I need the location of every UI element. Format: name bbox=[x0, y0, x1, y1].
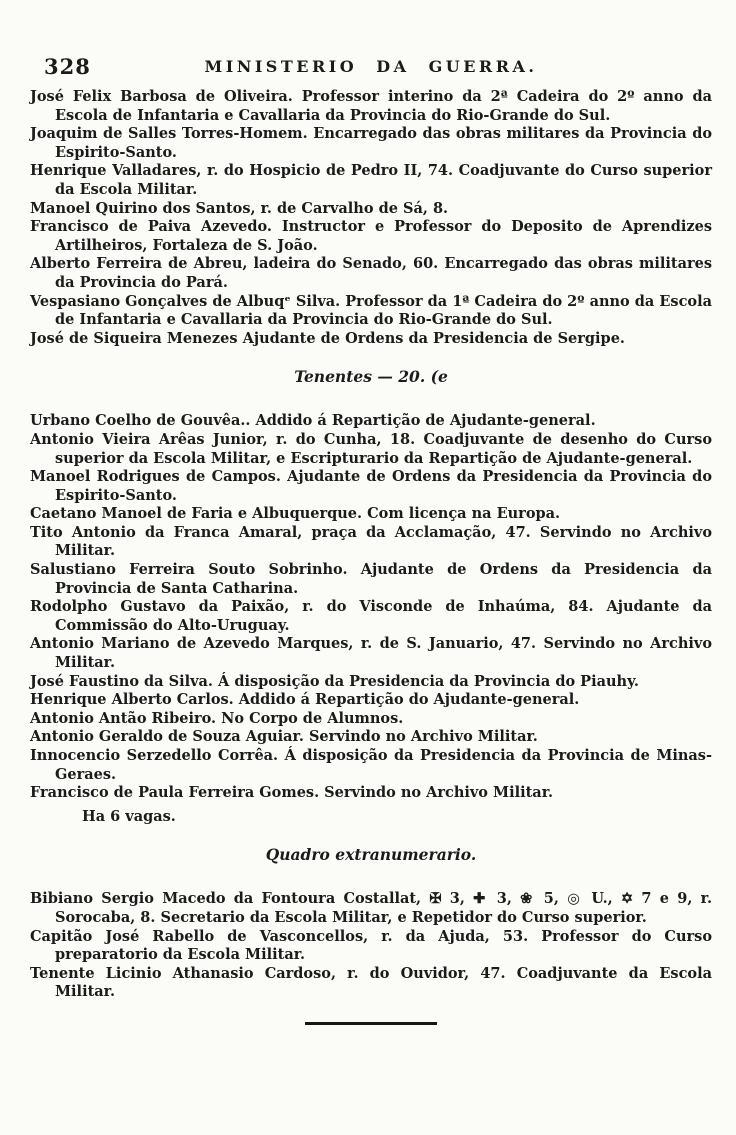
section-heading: Quadro extranumerario. bbox=[265, 845, 477, 865]
roster-entry: Caetano Manoel de Faria e Albuquerque. Com licença na Europa. bbox=[30, 505, 561, 523]
roster-entry: Rodolpho Gustavo da Paixão, r. do Visconde de Inhaúma, 84. Ajudante da Commissão do Alto-Uruguay. bbox=[30, 598, 712, 634]
roster-entry: José de Siqueira Menezes Ajudante de Ordens da Presidencia de Sergipe. bbox=[30, 329, 625, 347]
entries-section bbox=[30, 845, 712, 1002]
roster-entry: Henrique Valladares, r. do Hospicio de Pedro II, 74. Coadjuvante do Curso superior da Escola Militar. bbox=[30, 162, 712, 198]
roster-entry: José Felix Barbosa de Oliveira. Professor interino da 2ª Cadeira do 2º anno da Escola de Infantaria e Cavallaria da Provincia do Rio-Grande do Sul. bbox=[30, 88, 712, 124]
page-header bbox=[30, 54, 712, 82]
page-number: 328 bbox=[44, 54, 91, 79]
roster-entry: Francisco de Paula Ferreira Gomes. Servindo no Archivo Militar. bbox=[30, 784, 554, 802]
roster-entry: Antonio Mariano de Azevedo Marques, r. de S. Januario, 47. Servindo no Archivo Militar. bbox=[30, 635, 712, 672]
roster-entry: Francisco de Paiva Azevedo. Instructor e Professor do Deposito de Aprendizes Artilheiros, Fortaleza de S. João. bbox=[30, 218, 712, 254]
roster-entry: Vespasiano Gonçalves de Albuqᵉ Silva. Professor da 1ª Cadeira do 2º anno da Escola de Infantaria e Cavallaria da Provincia do Rio-Grande do Sul. bbox=[30, 292, 712, 329]
roster-entry: Antonio Vieira Arêas Junior, r. do Cunha, 18. Coadjuvante de desenho do Curso superior da Escola Militar, e Escripturario da Repartição de Ajudante-general. bbox=[30, 430, 712, 467]
end-of-section-divider bbox=[305, 1022, 437, 1025]
roster-entry: Capitão José Rabello de Vasconcellos, r. da Ajuda, 53. Professor do Curso preparatorio da Escola Militar. bbox=[30, 927, 712, 964]
roster-entry: José Faustino da Silva. Á disposição da Presidencia da Provincia do Piauhy. bbox=[30, 672, 639, 690]
roster-entry: Manoel Rodrigues de Campos. Ajudante de Ordens da Presidencia da Provincia do Espirito-Santo. bbox=[30, 468, 712, 504]
roster-entry: Salustiano Ferreira Souto Sobrinho. Ajudante de Ordens da Presidencia da Provincia de Santa Catharina. bbox=[30, 561, 712, 597]
roster-entry: Bibiano Sergio Macedo da Fontoura Costallat, ✠ 3, ✚ 3, ❀ 5, ◎ U., ✡ 7 e 9, r. Sorocaba, 8. Secretario da Escola Militar, e Repetidor do Curso superior. bbox=[30, 890, 712, 926]
entries-section bbox=[30, 88, 712, 348]
roster-entry: Tito Antonio da Franca Amaral, praça da Acclamação, 47. Servindo no Archivo Militar. bbox=[30, 523, 712, 560]
roster-entry: Urbano Coelho de Gouvêa.. Addido á Repartição de Ajudante-general. bbox=[30, 412, 596, 430]
roster-entry: Joaquim de Salles Torres-Homem. Encarregado das obras militares da Provincia do Espirito-Santo. bbox=[30, 125, 712, 161]
roster-entry: Innocencio Serzedello Corrêa. Á disposição da Presidencia da Provincia de Minas-Geraes. bbox=[30, 747, 712, 783]
document-body bbox=[30, 88, 712, 1002]
roster-entry: Henrique Alberto Carlos. Addido á Repartição do Ajudante-general. bbox=[30, 691, 580, 709]
entries-section bbox=[30, 367, 712, 826]
page-title: MINISTERIO DA GUERRA. bbox=[204, 57, 538, 76]
roster-entry: Manoel Quirino dos Santos, r. de Carvalho de Sá, 8. bbox=[30, 199, 449, 217]
roster-entry: Alberto Ferreira de Abreu, ladeira do Senado, 60. Encarregado das obras militares da Provincia do Pará. bbox=[30, 255, 712, 291]
roster-entry: Antonio Geraldo de Souza Aguiar. Servindo no Archivo Militar. bbox=[30, 728, 538, 746]
roster-entry: Antonio Antão Ribeiro. No Corpo de Alumnos. bbox=[30, 709, 404, 727]
section-heading: Tenentes — 20. (e bbox=[294, 367, 448, 387]
roster-entry: Tenente Licinio Athanasio Cardoso, r. do Ouvidor, 47. Coadjuvante da Escola Militar. bbox=[30, 964, 712, 1001]
vacancies-note: Ha 6 vagas. bbox=[82, 807, 176, 825]
